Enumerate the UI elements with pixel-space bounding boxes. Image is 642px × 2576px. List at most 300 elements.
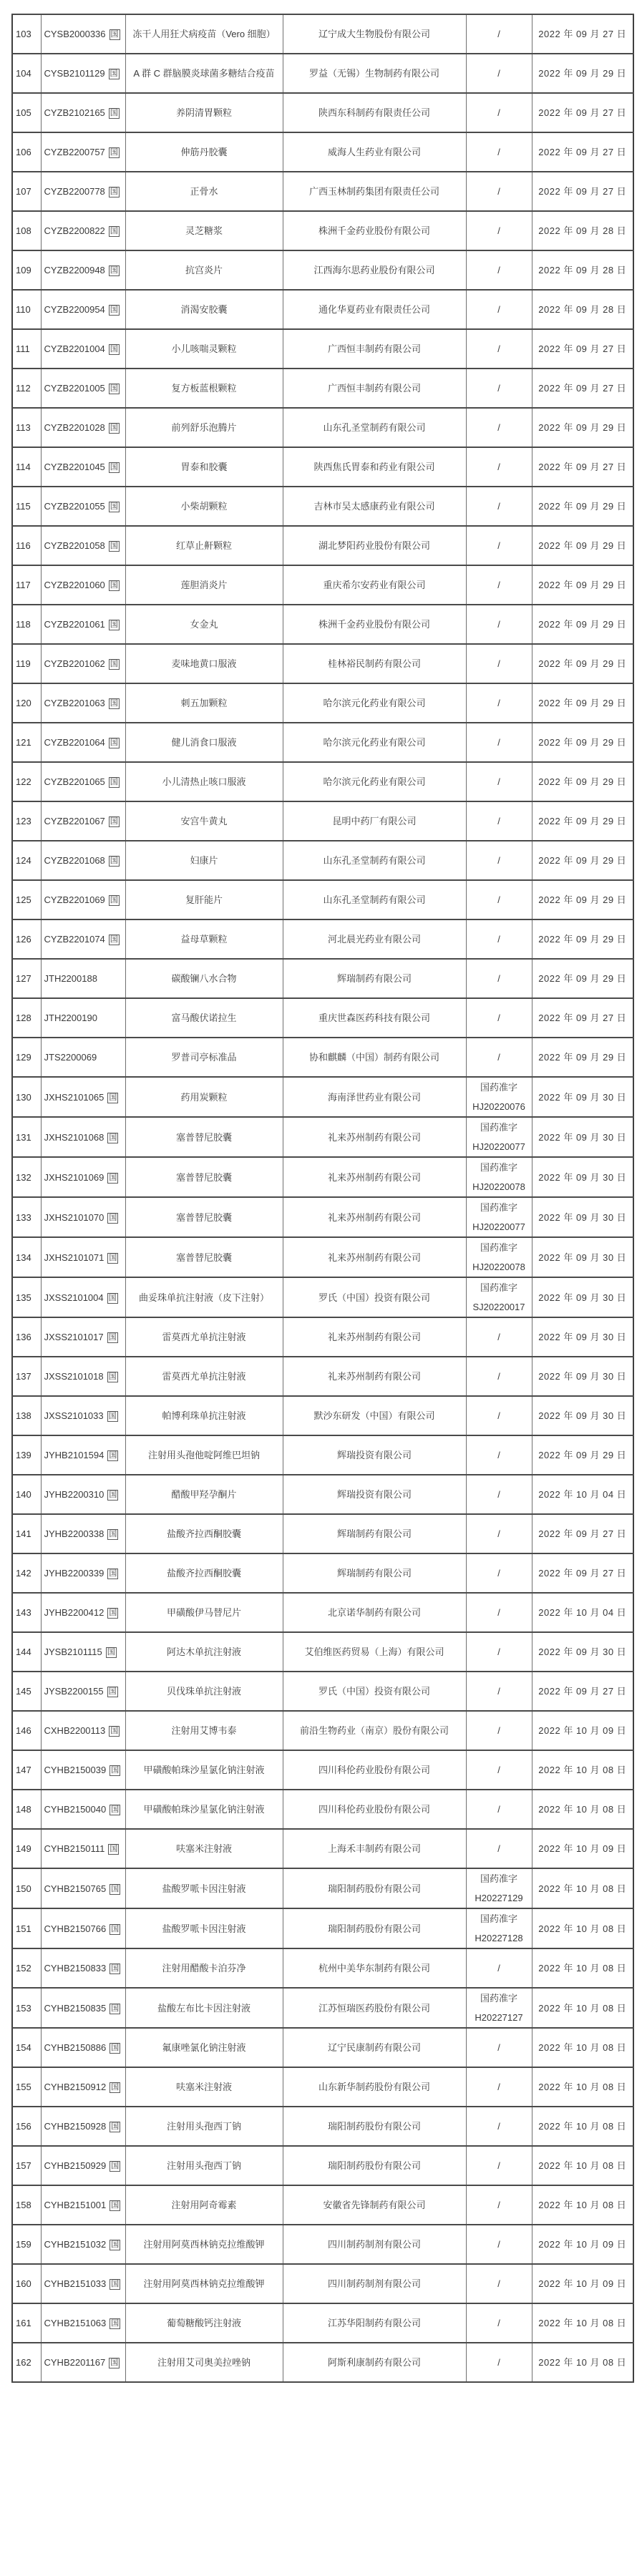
acceptance-number — [41, 14, 125, 54]
acceptance-code: CYHB2150928 — [44, 2121, 107, 2132]
row-number: 110 — [12, 290, 41, 329]
domestic-badge: 国 — [110, 935, 118, 944]
company-name: 礼来苏州制药有限公司 — [283, 1197, 466, 1237]
approval-line1: / — [497, 855, 500, 866]
approval-date: 2022 年 09 月 28 日 — [532, 211, 633, 250]
approval-date: 2022 年 09 月 27 日 — [532, 329, 633, 369]
row-number: 160 — [12, 2264, 41, 2303]
approval-number — [466, 762, 532, 801]
acceptance-number — [41, 290, 125, 329]
table-row — [12, 2343, 633, 2382]
acceptance-code: CYZB2201065 — [44, 776, 105, 787]
table-row — [12, 2225, 633, 2264]
acceptance-number — [41, 1988, 125, 2028]
approval-line1: / — [497, 343, 500, 354]
table-row — [12, 2146, 633, 2185]
approval-number — [466, 408, 532, 447]
drug-name: 盐酸齐拉西酮胶囊 — [125, 1514, 283, 1553]
acceptance-code: JTH2200190 — [44, 1013, 97, 1023]
table-row — [12, 369, 633, 408]
approval-line1: 国药准字 — [480, 1122, 517, 1133]
domestic-badge: 国 — [110, 345, 118, 353]
domestic-badge: 国 — [111, 1766, 120, 1775]
domestic-badge: 国 — [110, 1845, 118, 1853]
table-row — [12, 132, 633, 172]
approval-date: 2022 年 09 月 27 日 — [532, 369, 633, 408]
table-row — [12, 1435, 633, 1475]
row-number: 121 — [12, 723, 41, 762]
drug-name: 塞普替尼胶囊 — [125, 1157, 283, 1197]
domestic-badge: 国 — [111, 2240, 120, 2249]
table-row — [12, 1750, 633, 1790]
row-number: 162 — [12, 2343, 41, 2382]
domestic-badge: 国 — [111, 1805, 120, 1814]
drug-name: 注射用阿奇霉素 — [125, 2185, 283, 2225]
table-row — [12, 447, 633, 487]
table-row — [12, 723, 633, 762]
approval-line1: / — [497, 147, 500, 157]
approval-number — [466, 1750, 532, 1790]
acceptance-number — [41, 2303, 125, 2343]
company-name: 吉林市吴太感康药业有限公司 — [283, 487, 466, 526]
approval-line1: / — [497, 1646, 500, 1657]
acceptance-code: JXSS2101018 — [44, 1371, 104, 1382]
approval-date: 2022 年 10 月 08 日 — [532, 1750, 633, 1790]
approval-number — [466, 1711, 532, 1750]
acceptance-code: JXSS2101004 — [44, 1292, 104, 1303]
approval-date: 2022 年 10 月 09 日 — [532, 1829, 633, 1868]
company-name: 辽宁民康制药有限公司 — [283, 2028, 466, 2067]
acceptance-code: CYZB2200954 — [44, 304, 105, 315]
drug-name: 复肝能片 — [125, 880, 283, 919]
table-row — [12, 1829, 633, 1868]
acceptance-code: JYSB2200155 — [44, 1686, 104, 1697]
approval-line2: HJ20220077 — [472, 1141, 525, 1152]
approval-line1: / — [497, 2239, 500, 2250]
domestic-badge: 国 — [108, 1293, 117, 1302]
company-name: 辉瑞投资有限公司 — [283, 1435, 466, 1475]
approval-date: 2022 年 09 月 27 日 — [532, 1672, 633, 1711]
acceptance-number — [41, 211, 125, 250]
approval-line1: 国药准字 — [480, 1242, 517, 1253]
approval-date: 2022 年 09 月 30 日 — [532, 1197, 633, 1237]
row-number: 118 — [12, 605, 41, 644]
company-name: 四川科伦药业股份有限公司 — [283, 1790, 466, 1829]
drug-name: 抗宫炎片 — [125, 250, 283, 290]
approval-number — [466, 14, 532, 54]
company-name: 海南泽世药业有限公司 — [283, 1077, 466, 1117]
acceptance-code: JXHS2101070 — [44, 1211, 104, 1223]
approval-line1: / — [497, 1725, 500, 1736]
approval-date: 2022 年 09 月 28 日 — [532, 250, 633, 290]
row-number: 107 — [12, 172, 41, 211]
table-row — [12, 2303, 633, 2343]
acceptance-code: JXHS2101071 — [44, 1252, 104, 1263]
approval-date: 2022 年 09 月 29 日 — [532, 841, 633, 880]
acceptance-number — [41, 1396, 125, 1435]
domestic-badge: 国 — [109, 1133, 117, 1142]
drug-name: 消渴安胶囊 — [125, 290, 283, 329]
approval-date: 2022 年 09 月 29 日 — [532, 723, 633, 762]
approval-date: 2022 年 10 月 08 日 — [532, 2067, 633, 2107]
row-number: 137 — [12, 1357, 41, 1396]
acceptance-code: CYZB2201069 — [44, 894, 105, 905]
row-number: 156 — [12, 2107, 41, 2146]
domestic-badge: 国 — [110, 581, 118, 590]
approval-date: 2022 年 09 月 29 日 — [532, 487, 633, 526]
company-name: 罗氏（中国）投资有限公司 — [283, 1672, 466, 1711]
approval-number — [466, 250, 532, 290]
table-row — [12, 1868, 633, 1908]
acceptance-code: JXHS2101069 — [44, 1171, 104, 1183]
company-name: 上海禾丰制药有限公司 — [283, 1829, 466, 1868]
acceptance-number — [41, 93, 125, 132]
approval-number — [466, 1514, 532, 1553]
approval-number — [466, 801, 532, 841]
approval-number — [466, 1435, 532, 1475]
approval-date: 2022 年 10 月 04 日 — [532, 1475, 633, 1514]
approval-line1: / — [497, 619, 500, 630]
table-row — [12, 1277, 633, 1317]
drug-name: 碳酸镧八水合物 — [125, 959, 283, 998]
company-name: 山东孔圣堂制药有限公司 — [283, 408, 466, 447]
table-row — [12, 1475, 633, 1514]
approval-line1: / — [497, 1607, 500, 1618]
approval-number — [466, 1908, 532, 1948]
company-name: 四川制药制剂有限公司 — [283, 2264, 466, 2303]
row-number: 127 — [12, 959, 41, 998]
row-number: 159 — [12, 2225, 41, 2264]
approval-date: 2022 年 10 月 08 日 — [532, 2028, 633, 2067]
table-row — [12, 290, 633, 329]
table-row — [12, 54, 633, 93]
acceptance-code: CYSB2000336 — [44, 29, 106, 39]
drug-name: 盐酸罗哌卡因注射液 — [125, 1868, 283, 1908]
company-name: 山东新华制药股份有限公司 — [283, 2067, 466, 2107]
approval-date: 2022 年 09 月 27 日 — [532, 14, 633, 54]
acceptance-code: JYHB2101594 — [44, 1450, 104, 1460]
approval-line1: / — [497, 698, 500, 708]
table-row — [12, 14, 633, 54]
drug-name: 甲磺酸帕珠沙星氯化钠注射液 — [125, 1790, 283, 1829]
acceptance-code: CYZB2201004 — [44, 343, 105, 354]
drug-name: 胃泰和胶囊 — [125, 447, 283, 487]
domestic-badge: 国 — [111, 2122, 120, 2131]
approval-line1: / — [497, 2318, 500, 2328]
acceptance-number — [41, 841, 125, 880]
domestic-badge: 国 — [108, 1372, 117, 1381]
company-name: 罗氏（中国）投资有限公司 — [283, 1277, 466, 1317]
domestic-badge: 国 — [111, 1964, 120, 1973]
acceptance-code: CYHB2150835 — [44, 2002, 107, 2014]
drug-name: 雷莫西尤单抗注射液 — [125, 1357, 283, 1396]
row-number: 143 — [12, 1593, 41, 1632]
domestic-badge: 国 — [110, 778, 118, 786]
domestic-badge: 国 — [110, 463, 118, 472]
company-name: 重庆世森医药科技有限公司 — [283, 998, 466, 1038]
company-name: 辉瑞制药有限公司 — [283, 1553, 466, 1593]
acceptance-code: CYZB2200778 — [44, 186, 105, 197]
table-row — [12, 1357, 633, 1396]
drug-name: 呋塞米注射液 — [125, 1829, 283, 1868]
approval-line1: / — [497, 1765, 500, 1775]
approval-line1: 国药准字 — [480, 1873, 517, 1884]
approval-line1: 国药准字 — [480, 1282, 517, 1293]
acceptance-number — [41, 1038, 125, 1077]
row-number: 142 — [12, 1553, 41, 1593]
drug-name: 注射用醋酸卡泊芬净 — [125, 1948, 283, 1988]
drug-name: 注射用头孢他啶阿维巴坦钠 — [125, 1435, 283, 1475]
acceptance-number — [41, 526, 125, 565]
acceptance-number — [41, 605, 125, 644]
acceptance-code: CYZB2201068 — [44, 855, 105, 866]
acceptance-number — [41, 723, 125, 762]
table-row — [12, 1514, 633, 1553]
drug-name: 前列舒乐泡腾片 — [125, 408, 283, 447]
table-row — [12, 211, 633, 250]
approval-number — [466, 959, 532, 998]
approval-number — [466, 1317, 532, 1357]
domestic-badge: 国 — [109, 1491, 117, 1499]
domestic-badge: 国 — [110, 424, 118, 432]
approval-line1: / — [497, 894, 500, 905]
approval-date: 2022 年 09 月 29 日 — [532, 1038, 633, 1077]
acceptance-number — [41, 998, 125, 1038]
row-number: 109 — [12, 250, 41, 290]
drug-name: 甲磺酸伊马替尼片 — [125, 1593, 283, 1632]
approval-number — [466, 605, 532, 644]
approval-line1: / — [497, 580, 500, 590]
company-name: 罗益（无锡）生物制药有限公司 — [283, 54, 466, 93]
drug-name: 盐酸左布比卡因注射液 — [125, 1988, 283, 2028]
acceptance-code: CYZB2201063 — [44, 698, 105, 708]
table-row — [12, 998, 633, 1038]
approval-number — [466, 1790, 532, 1829]
approval-line1: / — [497, 2160, 500, 2171]
acceptance-code: CYZB2201074 — [44, 934, 105, 945]
acceptance-number — [41, 1672, 125, 1711]
company-name: 礼来苏州制药有限公司 — [283, 1317, 466, 1357]
row-number: 105 — [12, 93, 41, 132]
approval-line1: / — [497, 737, 500, 748]
acceptance-number — [41, 54, 125, 93]
approval-line1: / — [497, 1410, 500, 1421]
acceptance-number — [41, 447, 125, 487]
company-name: 江苏恒瑞医药股份有限公司 — [283, 1988, 466, 2028]
approval-number — [466, 1396, 532, 1435]
row-number: 122 — [12, 762, 41, 801]
domestic-badge: 国 — [110, 266, 118, 275]
domestic-badge: 国 — [111, 1884, 120, 1893]
approval-number — [466, 2185, 532, 2225]
row-number: 120 — [12, 683, 41, 723]
approval-number — [466, 369, 532, 408]
approval-line1: / — [497, 29, 500, 39]
company-name: 重庆希尔安药业有限公司 — [283, 565, 466, 605]
approval-date: 2022 年 09 月 30 日 — [532, 1396, 633, 1435]
acceptance-number — [41, 369, 125, 408]
domestic-badge: 国 — [110, 30, 119, 39]
acceptance-code: CYHB2151001 — [44, 2200, 107, 2210]
approval-number — [466, 1475, 532, 1514]
company-name: 杭州中美华东制药有限公司 — [283, 1948, 466, 1988]
table-row — [12, 2028, 633, 2067]
company-name: 艾伯维医药贸易（上海）有限公司 — [283, 1632, 466, 1672]
acceptance-number — [41, 1868, 125, 1908]
table-row — [12, 644, 633, 683]
approval-date: 2022 年 10 月 08 日 — [532, 2107, 633, 2146]
approval-number — [466, 487, 532, 526]
domestic-badge: 国 — [110, 384, 118, 393]
acceptance-number — [41, 1948, 125, 1988]
drug-name: 醋酸甲羟孕酮片 — [125, 1475, 283, 1514]
drug-name: 注射用阿莫西林钠克拉维酸钾 — [125, 2225, 283, 2264]
approval-line1: / — [497, 1371, 500, 1382]
approval-number — [466, 1237, 532, 1277]
acceptance-number — [41, 2146, 125, 2185]
approval-date: 2022 年 09 月 29 日 — [532, 644, 633, 683]
drug-name: 红草止鼾颗粒 — [125, 526, 283, 565]
acceptance-code: CYHB2150912 — [44, 2082, 107, 2092]
approval-date: 2022 年 10 月 08 日 — [532, 1988, 633, 2028]
row-number: 138 — [12, 1396, 41, 1435]
drug-name: 益母草颗粒 — [125, 919, 283, 959]
row-number: 139 — [12, 1435, 41, 1475]
company-name: 山东孔圣堂制药有限公司 — [283, 841, 466, 880]
acceptance-number — [41, 683, 125, 723]
domestic-badge: 国 — [109, 1173, 117, 1182]
approval-date: 2022 年 09 月 29 日 — [532, 605, 633, 644]
drug-name: 雷莫西尤单抗注射液 — [125, 1317, 283, 1357]
row-number: 144 — [12, 1632, 41, 1672]
domestic-badge: 国 — [109, 1093, 117, 1102]
company-name: 广西恒丰制药有限公司 — [283, 369, 466, 408]
domestic-badge: 国 — [110, 620, 118, 629]
acceptance-number — [41, 2107, 125, 2146]
approval-line1: / — [497, 265, 500, 275]
row-number: 131 — [12, 1117, 41, 1157]
row-number: 141 — [12, 1514, 41, 1553]
row-number: 157 — [12, 2146, 41, 2185]
approval-number — [466, 723, 532, 762]
acceptance-number — [41, 1514, 125, 1553]
drug-name: 灵芝糖浆 — [125, 211, 283, 250]
approval-number — [466, 2146, 532, 2185]
domestic-badge: 国 — [111, 2083, 120, 2092]
approval-date: 2022 年 09 月 30 日 — [532, 1077, 633, 1117]
approval-line2: H20227129 — [475, 1893, 523, 1903]
approval-number — [466, 2107, 532, 2146]
row-number: 147 — [12, 1750, 41, 1790]
acceptance-number — [41, 250, 125, 290]
approval-line1: 国药准字 — [480, 1993, 517, 2004]
drug-name: 妇康片 — [125, 841, 283, 880]
approval-number — [466, 172, 532, 211]
table-row — [12, 1672, 633, 1711]
table-row — [12, 762, 633, 801]
acceptance-code: JYHB2200310 — [44, 1489, 104, 1500]
approval-line1: / — [497, 2200, 500, 2210]
approval-date: 2022 年 10 月 08 日 — [532, 1948, 633, 1988]
approval-number — [466, 841, 532, 880]
approval-line1: / — [497, 1804, 500, 1815]
approval-line1: / — [497, 1963, 500, 1974]
row-number: 123 — [12, 801, 41, 841]
acceptance-number — [41, 172, 125, 211]
domestic-badge: 国 — [109, 1609, 117, 1617]
row-number: 145 — [12, 1672, 41, 1711]
approval-number — [466, 1553, 532, 1593]
approval-date: 2022 年 09 月 27 日 — [532, 132, 633, 172]
acceptance-code: CYZB2201055 — [44, 501, 105, 512]
approval-number — [466, 1117, 532, 1157]
drug-name: 莲胆消炎片 — [125, 565, 283, 605]
acceptance-code: JXSS2101017 — [44, 1332, 104, 1342]
approval-date: 2022 年 10 月 09 日 — [532, 1711, 633, 1750]
acceptance-code: CYHB2151032 — [44, 2239, 107, 2250]
approval-line1: / — [497, 816, 500, 826]
domestic-badge: 国 — [110, 738, 118, 747]
domestic-badge: 国 — [110, 2358, 119, 2367]
acceptance-number — [41, 919, 125, 959]
row-number: 140 — [12, 1475, 41, 1514]
table-row — [12, 683, 633, 723]
drug-name: 冻干人用狂犬病疫苗（Vero 细胞） — [125, 14, 283, 54]
domestic-badge: 国 — [111, 2044, 120, 2052]
row-number: 133 — [12, 1197, 41, 1237]
approval-date: 2022 年 09 月 27 日 — [532, 93, 633, 132]
domestic-badge: 国 — [107, 1648, 115, 1657]
table-row — [12, 1197, 633, 1237]
company-name: 株洲千金药业股份有限公司 — [283, 605, 466, 644]
approval-number — [466, 447, 532, 487]
drug-name: 塞普替尼胶囊 — [125, 1117, 283, 1157]
acceptance-code: JXHS2101065 — [44, 1091, 104, 1103]
table-row — [12, 250, 633, 290]
acceptance-code: JTS2200069 — [44, 1052, 97, 1063]
acceptance-number — [41, 565, 125, 605]
domestic-badge: 国 — [109, 1213, 117, 1222]
approval-date: 2022 年 09 月 29 日 — [532, 408, 633, 447]
approval-number — [466, 919, 532, 959]
row-number: 136 — [12, 1317, 41, 1357]
acceptance-number — [41, 1077, 125, 1117]
acceptance-number — [41, 1277, 125, 1317]
drug-name: 安宫牛黄丸 — [125, 801, 283, 841]
drug-name: 麦味地黄口服液 — [125, 644, 283, 683]
domestic-badge: 国 — [108, 1333, 117, 1342]
acceptance-code: CYZB2201028 — [44, 422, 105, 433]
acceptance-number — [41, 1711, 125, 1750]
acceptance-number — [41, 1750, 125, 1790]
row-number: 124 — [12, 841, 41, 880]
company-name: 前沿生物药业（南京）股份有限公司 — [283, 1711, 466, 1750]
approval-number — [466, 1277, 532, 1317]
approval-number — [466, 880, 532, 919]
company-name: 四川科伦药业股份有限公司 — [283, 1750, 466, 1790]
acceptance-code: CYZB2201062 — [44, 658, 105, 669]
row-number: 108 — [12, 211, 41, 250]
approval-number — [466, 1868, 532, 1908]
company-name: 哈尔滨元化药业有限公司 — [283, 683, 466, 723]
approval-line1: / — [497, 776, 500, 787]
drug-name: 伸筋丹胶囊 — [125, 132, 283, 172]
drug-name: 正骨水 — [125, 172, 283, 211]
approval-date: 2022 年 09 月 29 日 — [532, 1435, 633, 1475]
approval-line1: / — [497, 501, 500, 512]
approval-number — [466, 1829, 532, 1868]
approval-number — [466, 54, 532, 93]
